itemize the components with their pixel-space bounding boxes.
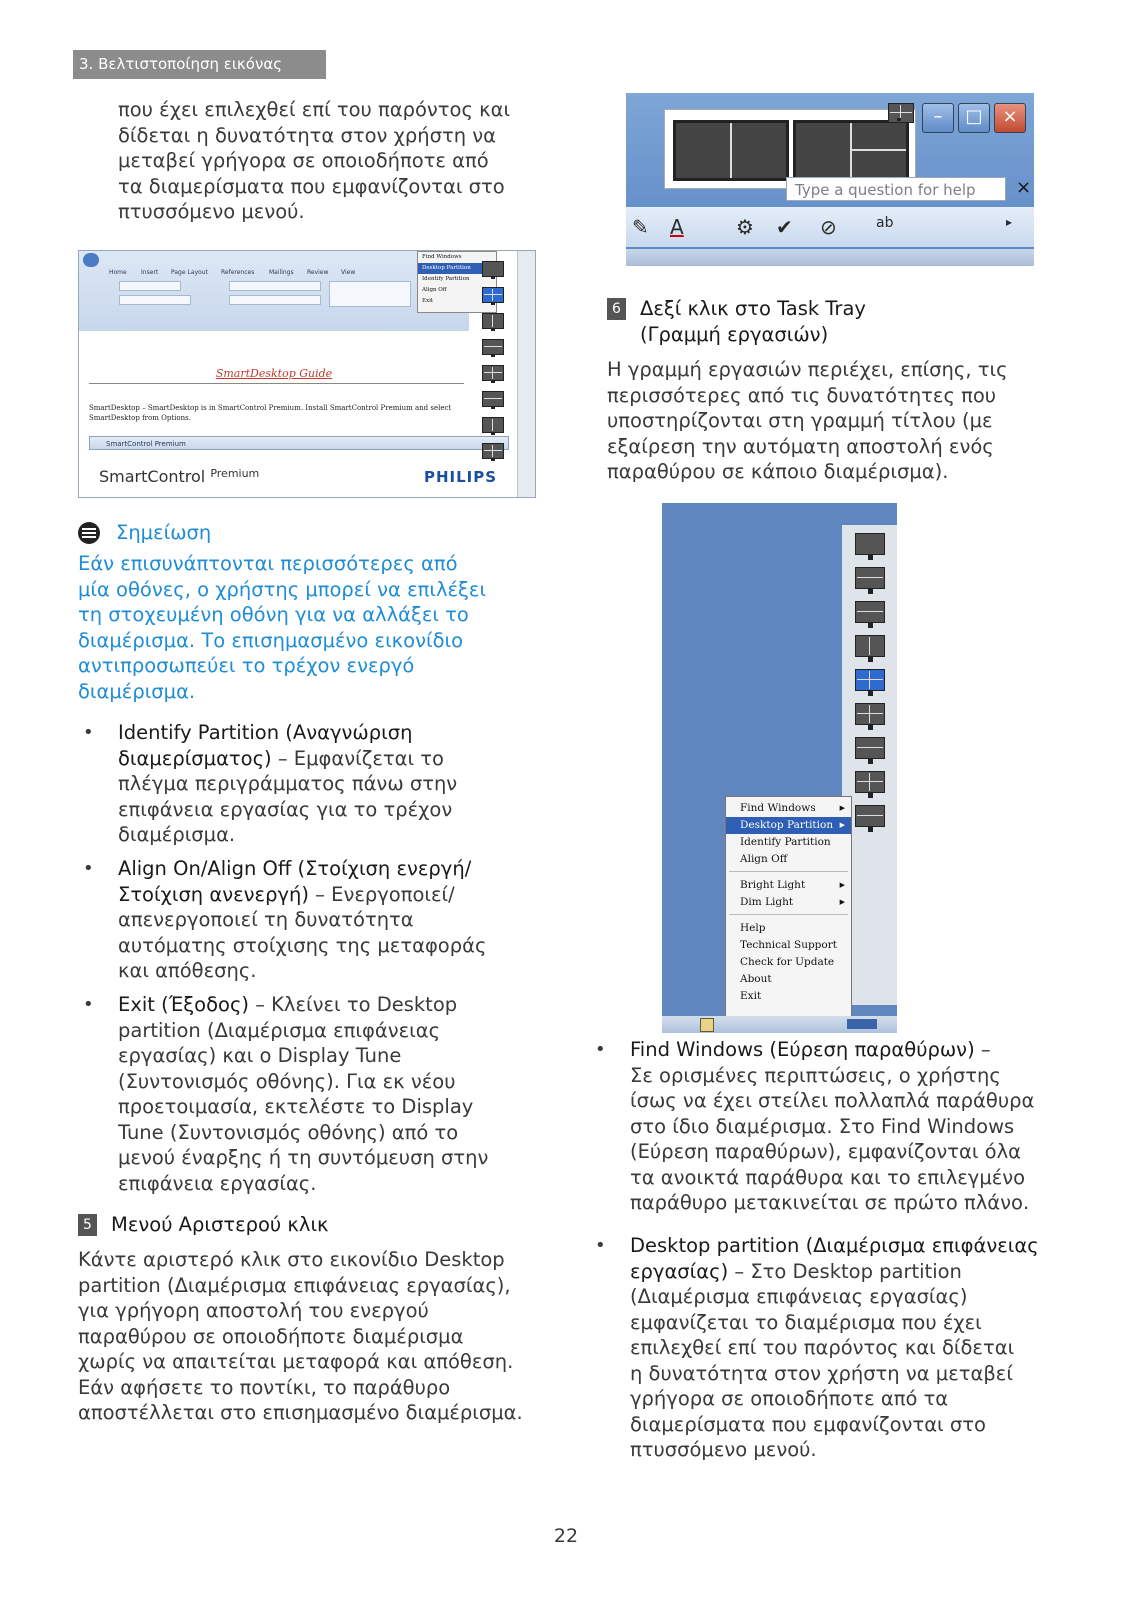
bullet-line: (Συντονισμός οθόνης). Για εκ νέου [118,1069,456,1093]
menu-item-exit[interactable] [726,988,851,1005]
style-icon[interactable]: ✎ [632,215,649,239]
bullet-desc: – Ενεργοποιεί/ [308,882,455,906]
intro-line: τα διαμερίσματα που εμφανίζονται στο [118,174,505,198]
step5-line: partition (Διαμέρισμα επιφάνειας εργασίας), [78,1273,511,1297]
bullet-line: (Εύρεση παραθύρων), εμφανίζονται όλα [630,1140,1021,1163]
partition-icon-active[interactable] [482,287,504,303]
logo-text: SmartControl [99,467,206,486]
menu-item-desktop-partition[interactable]: Desktop Partition [418,263,496,274]
step6-line: εξαίρεση την αυτόματη αποστολή ενός [607,434,994,458]
note-icon [78,522,100,544]
menu-label: Find Windows [740,802,816,814]
close-button[interactable]: × [994,103,1026,133]
tasktray-screenshot [662,503,897,1033]
bullet-line: διαμερίσματα που εμφανίζονται στο [630,1412,986,1436]
partition-icon[interactable] [482,313,504,329]
bullet-align [83,856,543,984]
menu-item-exit[interactable]: Exit [422,298,434,304]
bullet-term: εργασίας) [630,1259,729,1283]
menu-item-find-windows[interactable]: Find Windows [422,254,462,260]
philips-logo: PHILIPS [424,468,498,486]
ribbon-tab: Insert [141,269,159,276]
menu-label: Bright Light [740,879,806,891]
bullet-desc: – Εμφανίζεται το [271,746,444,770]
partition-icon[interactable] [482,391,504,407]
bullet-desc: – Στο Desktop partition [728,1259,962,1283]
ribbon-tab: Mailings [269,269,294,276]
submenu-arrow-icon: ▶ [839,821,845,829]
partition-icon[interactable] [855,601,885,623]
taskbar-app-icon[interactable] [700,1018,714,1032]
menu-separator [729,871,848,872]
bullet-line: (Διαμέρισμα επιφάνειας εργασίας) [630,1285,968,1308]
partition-preview-icon[interactable] [793,120,909,181]
bullet-term: Exit (Έξοδος) [118,993,249,1016]
bullet-dot: • [83,722,94,743]
menu-item-align-off[interactable]: Align Off [422,287,447,293]
bullet-dot: • [83,994,94,1015]
menu-label: Technical Support [740,939,837,951]
intro-text [118,97,538,225]
paragraph-row [229,281,321,291]
bullet-desc: – Κλείνει το Desktop [249,993,458,1016]
partition-icon[interactable] [855,771,885,793]
doc-rule [89,383,464,384]
step5-line: για γρήγορη αποστολή του ενεργού [78,1299,429,1322]
note-line: αντιπροσωπεύει το τρέχον ενεργό [78,654,415,677]
partition-icon-active[interactable] [855,669,885,691]
partition-icon[interactable] [855,703,885,725]
step5-line: Κάντε αριστερό κλικ στο εικονίδιο Desktop [78,1248,505,1271]
bullet-dot: • [595,1039,606,1060]
intro-line: δίδεται η δυνατότητα στον χρήστη να [118,123,496,147]
bullet-term: διαμερίσματος) [118,746,272,770]
bullet-line: Tune (Συντονισμός οθόνης) από το [118,1120,459,1144]
desktop-partition-icon[interactable] [888,103,914,123]
tray-context-menu [725,796,852,1023]
bullet-dot: • [83,858,94,879]
bullet-line: παράθυρο μετακινείται σε πρώτο πλάνο. [630,1191,1030,1214]
bullet-line: επιφάνεια εργασίας. [118,1171,317,1195]
bullet-term: Identify Partition (Αναγνώριση [118,721,413,744]
step5-body [78,1247,548,1426]
menu-label: Desktop Partition [740,819,834,831]
titlebar-screenshot [626,93,1034,266]
doc-text: SmartDesktop – SmartDesktop is in SmartControl Premium. Install SmartControl Premium and select SmartDesktop from Options. [89,404,452,422]
intro-line: που έχει επιλεχθεί επί του παρόντος και [118,98,511,121]
menu-item-help[interactable] [726,920,851,937]
partition-icon[interactable] [482,443,504,459]
step5-line: Εάν αφήσετε το ποντίκι, το παράθυρο [78,1375,451,1399]
bullet-line: απενεργοποιεί τη δυνατότητα [118,908,414,931]
note-line: Εάν επισυνάπτονται περισσότερες από [78,552,458,575]
menu-item-align-off[interactable] [726,851,851,868]
submenu-arrow-icon: ▶ [839,881,845,889]
tools-icon[interactable]: ⚙ [736,215,754,239]
close-icon[interactable]: × [1016,177,1032,198]
intro-line: μεταβεί γρήγορα σε οποιοδήποτε από [118,149,489,172]
maximize-button[interactable]: □ [958,103,990,133]
note-line: μία οθόνες, ο χρήστης μπορεί να επιλέξει [78,577,487,601]
smartcontrol-logo [99,467,259,486]
bullet-line: η δυνατότητα στον χρήστη να μεταβεί [630,1361,1013,1385]
ribbon-tab: Home [109,269,127,276]
bullet-identify-partition [83,720,543,848]
formatting-toolbar [626,207,1034,247]
bullet-line: προετοιμασία, εκτελέστε το Display [118,1095,474,1118]
bullet-desc: – [974,1038,991,1061]
menu-item-find-windows[interactable] [726,800,851,817]
submenu-arrow-icon: ▶ [839,898,845,906]
ribbon-tab: Page Layout [171,269,208,276]
ask-question-input[interactable]: Type a question for help [786,177,1006,201]
partition-icon-strip [479,255,505,495]
step5-line: παραθύρου σε οποιοδήποτε διαμέρισμα [78,1324,464,1348]
bullet-line: τα ανοικτά παράθυρα και το επιλεγμένο [630,1165,1026,1189]
styles-box [329,281,411,307]
submenu-arrow-icon: ▶ [839,804,845,812]
font-box [119,281,181,291]
office-button-icon [83,253,99,267]
step6-line: υποστηρίζονται στη γραμμή τίτλου (με [607,409,993,432]
bullet-line: partition (Διαμέρισμα επιφάνειας [118,1018,441,1042]
step6-heading [607,296,866,347]
spelling-icon[interactable]: ab [876,215,894,231]
ribbon-tab: Review [307,269,329,276]
step5-number: 5 [78,1214,97,1236]
partition-icon[interactable] [482,339,504,355]
font-color-icon[interactable]: A [670,215,684,239]
logo-premium: Premium [210,467,260,480]
menu-item-about[interactable] [726,971,851,988]
step5-line: αποστέλλεται στο επισημασμένο διαμέρισμα. [78,1401,523,1424]
step6-number: 6 [607,298,626,320]
bullet-line: μενού έναρξης ή τη συντόμευση στην [118,1146,489,1169]
step6-line: παραθύρου σε κάποιο διαμέρισμα). [607,460,949,483]
page-number: 22 [553,1525,579,1547]
ribbon-tab: View [341,269,356,276]
menu-item-technical-support[interactable] [726,937,851,954]
bullet-line: επιφάνεια εργασίας για το τρέχον [118,797,453,821]
menu-label: Help [740,922,766,934]
partition-preview-icon[interactable] [673,120,789,181]
bullet-exit [83,992,543,1196]
menu-separator [729,914,848,915]
menu-label: Align Off [740,853,788,865]
word-ribbon [79,251,469,331]
step6-body [607,357,1067,485]
bullet-term: Align On/Align Off (Στοίχιση ενεργή/ [118,857,472,880]
bullet-line: στο ίδιο διαμέρισμα. Στο Find Windows [630,1114,1015,1138]
intro-line: πτυσσόμενο μενού. [118,200,305,223]
bullet-line: εργασίας) και ο Display Tune [118,1044,402,1067]
menu-item-dim-light[interactable] [726,894,851,911]
partition-icon[interactable] [855,567,885,589]
bullet-dot: • [595,1235,606,1256]
taskbar-strip [626,249,1034,266]
partition-icon[interactable] [482,417,504,433]
bullet-line: πτυσσόμενο μενού. [630,1438,817,1461]
smartcontrol-titlebar: SmartControl Premium [89,436,509,450]
bullet-term: Find Windows (Εύρεση παραθύρων) [630,1038,975,1061]
bullet-line: εμφανίζεται το διαμέρισμα που έχει [630,1310,982,1334]
note-line: διαμέρισμα. [78,679,196,703]
menu-label: Dim Light [740,896,794,908]
menu-label: About [740,973,772,985]
ribbon-tab: References [221,269,255,276]
partition-icon[interactable] [482,365,504,381]
section-header: 3. Βελτιστοποίηση εικόνας [73,50,326,79]
check-icon[interactable]: ✔ [776,215,793,239]
menu-label: Exit [740,990,762,1002]
note-line: διαμέρισμα. Το επισημασμένο εικονίδιο [78,628,464,652]
step5-line: χωρίς να απαιτείται μεταφορά και απόθεση. [78,1350,514,1373]
partition-icon[interactable] [855,805,885,827]
menu-item-check-update[interactable] [726,954,851,971]
note-body [78,551,538,704]
bullet-line: και απόθεσης. [118,959,257,982]
bullet-line: διαμέρισμα. [118,823,236,846]
doc-title: SmartDesktop Guide [215,367,333,380]
bullet-line: επιλεχθεί επί του παρόντος και δίδεται [630,1336,1015,1359]
bullet-desktop-partition [595,1233,1075,1463]
word-scrollbar[interactable] [517,251,536,497]
windows-taskbar [662,1016,897,1033]
bullet-line: γρήγορα σε οποιοδήποτε από τα [630,1387,949,1410]
step6-title: Δεξί κλικ στο Task Tray [640,297,866,320]
cancel-icon[interactable]: ⊘ [820,215,837,239]
partition-icon[interactable] [855,737,885,759]
menu-item-identify-partition[interactable]: Identify Partition [422,276,470,282]
menu-label: Identify Partition [740,836,831,848]
toolbar-more-icon[interactable]: ▸ [1006,215,1013,229]
word-screenshot [78,250,536,498]
note-line: τη στοχευμένη οθόνη για να αλλάξει το [78,603,469,626]
step6-line: Η γραμμή εργασιών περιέχει, επίσης, τις [607,358,1008,381]
menu-item-desktop-partition[interactable] [726,817,851,834]
note-title: Σημείωση [116,521,212,544]
bullet-term: Desktop partition (Διαμέρισμα επιφάνειας [630,1234,1039,1257]
bullet-term: Στοίχιση ανενεργή) [118,882,309,906]
bullet-line: πλέγμα περιγράμματος πάνω στην [118,772,458,795]
minimize-button[interactable]: – [922,103,954,133]
partition-icon[interactable] [855,533,885,555]
bullet-find-windows [595,1037,1065,1216]
format-row [119,295,191,305]
step6-line: περισσότερες από τις δυνατότητες που [607,383,997,407]
step5-title: Μενού Αριστερού κλικ [111,1213,329,1236]
menu-item-identify-partition[interactable] [726,834,851,851]
partition-icon[interactable] [855,635,885,657]
paragraph-row [229,295,321,305]
menu-label: Check for Update [740,956,835,968]
bullet-line: ίσως να έχει στείλει πολλαπλά παράθυρα [630,1089,1035,1112]
step5-heading [78,1212,329,1238]
menu-item-bright-light[interactable] [726,877,851,894]
bullet-line: Σε ορισμένες περιπτώσεις, ο χρήστης [630,1063,1001,1087]
system-tray-icon[interactable] [847,1019,877,1029]
step6-title: (Γραμμή εργασιών) [640,322,829,346]
bullet-line: αυτόματης στοίχισης της μεταφοράς [118,933,487,957]
partition-icon[interactable] [482,261,504,277]
